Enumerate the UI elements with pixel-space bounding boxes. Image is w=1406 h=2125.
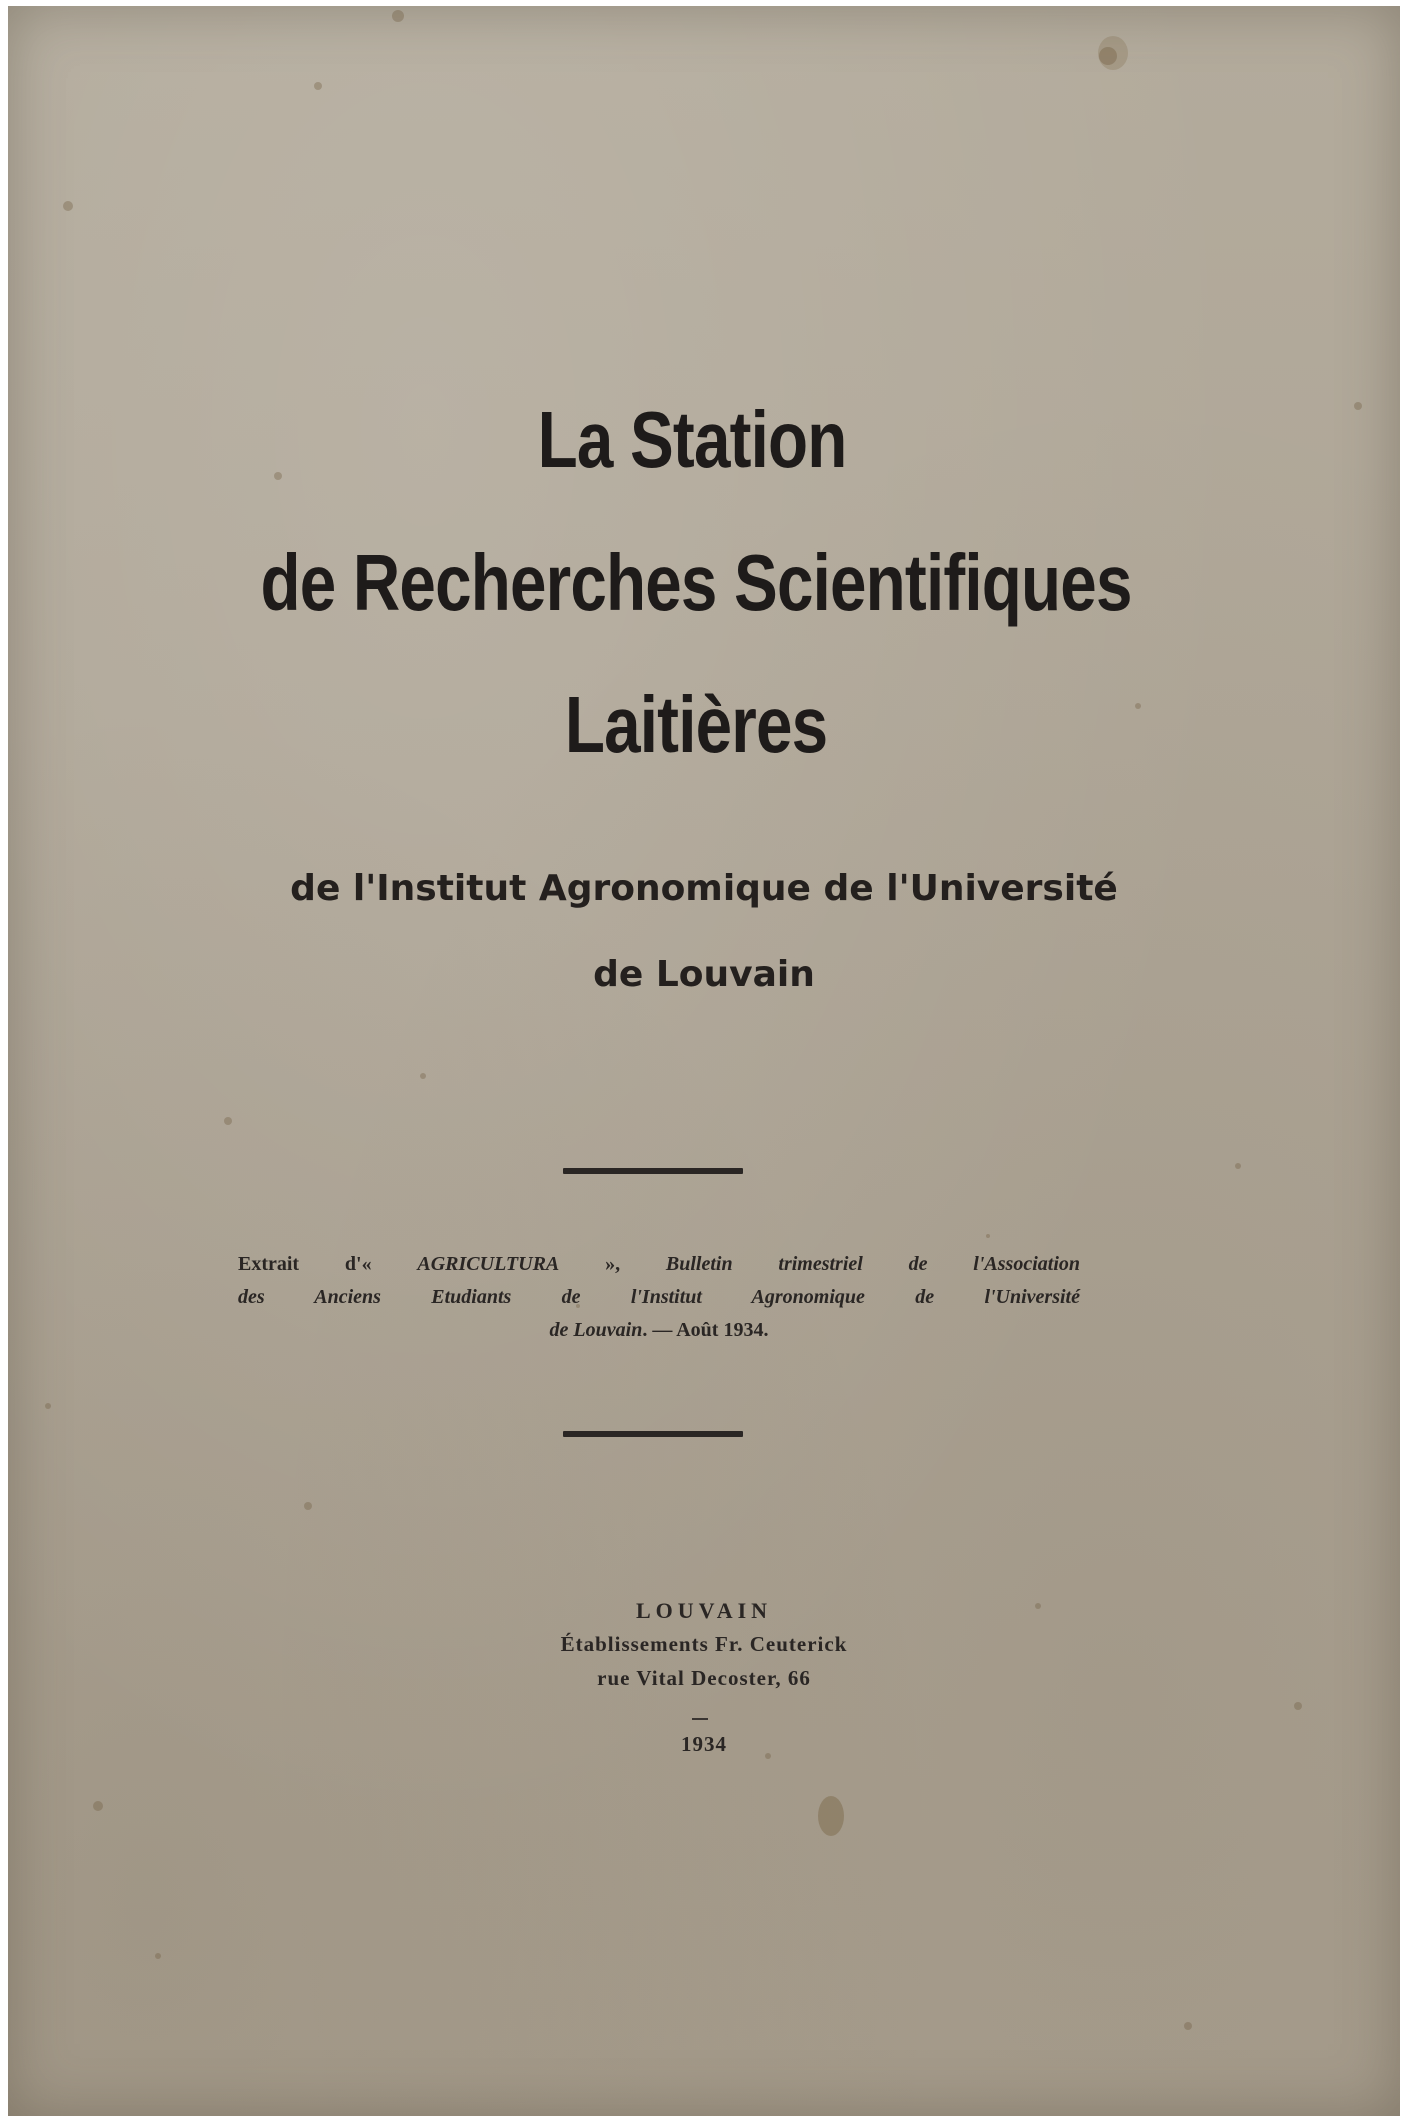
paper-stain [1098, 36, 1128, 70]
extract-quote-close: », [559, 1253, 666, 1275]
title-line-1: La Station [537, 395, 847, 484]
extract-line-3 [238, 1314, 1080, 1347]
extract-date: . — Août 1934. [642, 1319, 769, 1341]
extract-place: de Louvain [549, 1319, 643, 1341]
imprint-address: rue Vital Decoster, 66 [597, 1666, 811, 1690]
extract-journal: AGRICULTURA [417, 1253, 560, 1275]
divider-rule-top [563, 1168, 743, 1174]
title-line-2: de Recherches Scientifiques [260, 538, 1132, 627]
subtitle-line-2: de Louvain [593, 954, 815, 995]
extract-line-2: des Anciens Etudiants de l'Institut Agronomique de l'Université [238, 1286, 1080, 1308]
extract-bulletin: Bulletin trimestriel de l'Association [665, 1253, 1081, 1275]
paper-stain [818, 1796, 844, 1836]
imprint-year: 1934 [681, 1732, 727, 1756]
extract-line-1 [238, 1248, 1080, 1281]
subtitle-line-1: de l'Institut Agronomique de l'Université [290, 868, 1118, 909]
paper-texture [8, 6, 1400, 2116]
extract-note [238, 1248, 1080, 1347]
title-line-3: Laitières [564, 680, 828, 769]
book-cover [8, 6, 1400, 2116]
extract-prefix: Extrait d'« [238, 1253, 418, 1275]
imprint-publisher: Établissements Fr. Ceuterick [560, 1632, 848, 1656]
divider-rule-bottom [563, 1431, 743, 1437]
imprint-dash [692, 1718, 708, 1720]
imprint-city: LOUVAIN [635, 1598, 773, 1623]
